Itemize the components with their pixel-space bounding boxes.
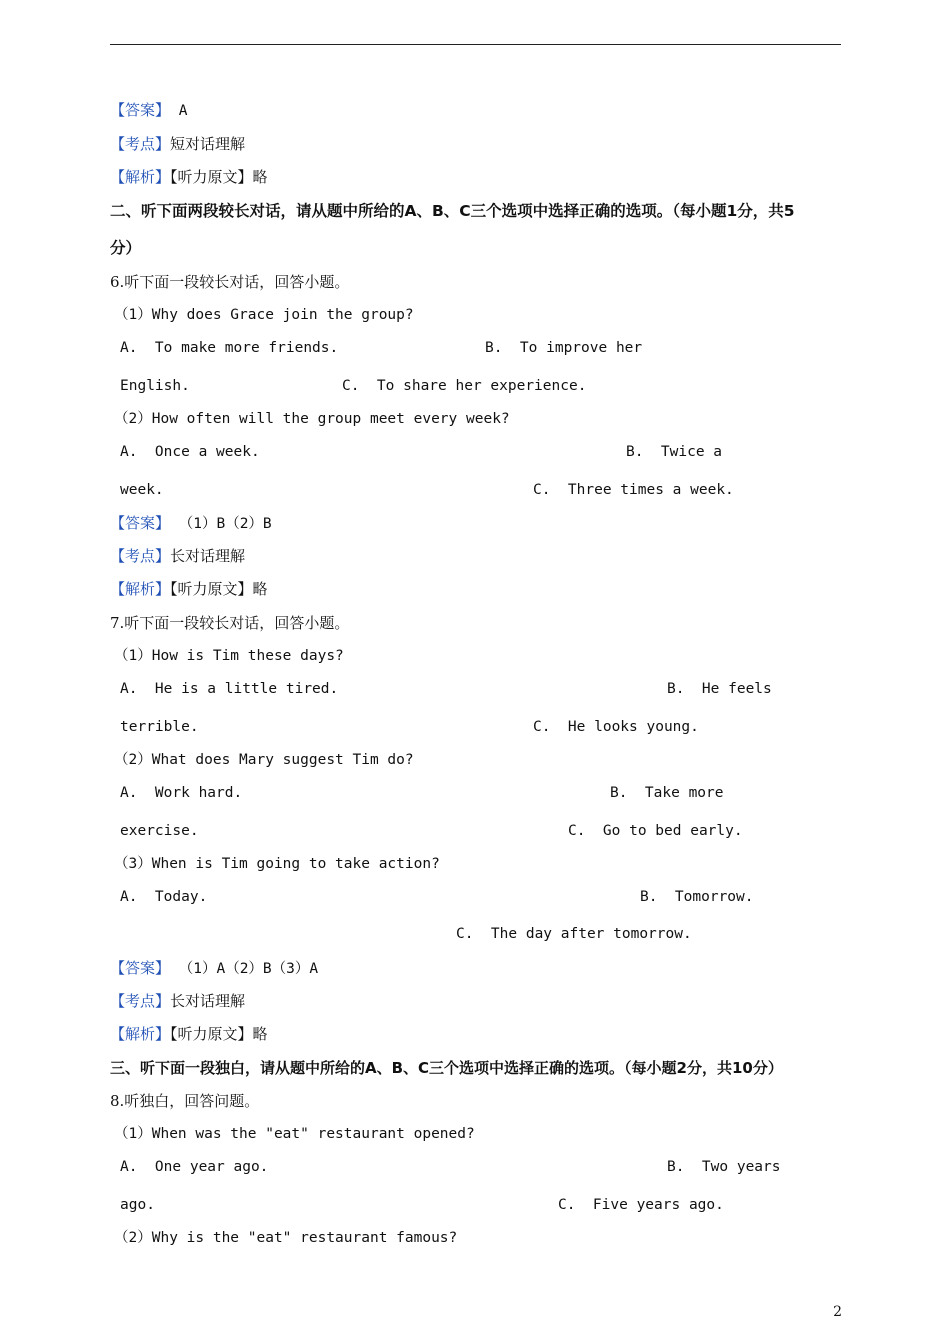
q6-sub2-option-b-cont: week.	[120, 482, 164, 498]
section3-title: 三、听下面一段独白，请从题中所给的A、B、C三个选项中选择正确的选项。（每小题2分，共10分）	[110, 1059, 783, 1077]
section2-title: 二、听下面两段较长对话，请从题中所给的A、B、C三个选项中选择正确的选项。（每小题1分，共5	[110, 202, 795, 220]
answer-text: A	[170, 103, 188, 119]
kaodian-tag: 【考点】	[110, 992, 171, 1010]
jiexi-text: 【听力原文】略	[170, 1025, 268, 1043]
q7-sub3-option-b: B. Tomorrow.	[640, 889, 754, 905]
jiexi-text: 【听力原文】略	[170, 580, 268, 598]
answer-tag: 【答案】	[110, 959, 171, 977]
q5-kaodian-line	[110, 134, 245, 154]
q7-answer-line	[110, 958, 318, 979]
q7-sub1-option-a: A. He is a little tired.	[120, 681, 339, 697]
kaodian-tag: 【考点】	[110, 547, 171, 565]
kaodian-tag: 【考点】	[110, 135, 171, 153]
jiexi-tag: 【解析】	[110, 168, 171, 186]
answer-text: （1）A（2）B（3）A	[170, 961, 319, 977]
q8-sub1-option-a: A. One year ago.	[120, 1159, 269, 1175]
q7-sub2-question: （2）What does Mary suggest Tim do?	[114, 752, 414, 768]
q6-sub1-question: （1）Why does Grace join the group?	[114, 307, 414, 323]
q6-sub1-option-b-cont: English.	[120, 378, 190, 394]
kaodian-text: 长对话理解	[170, 992, 246, 1010]
q6-answer-line	[110, 513, 272, 534]
q7-sub2-option-c: C. Go to bed early.	[568, 823, 743, 839]
q8-stem: 8.听独白，回答问题。	[110, 1092, 260, 1110]
kaodian-text: 短对话理解	[170, 135, 246, 153]
q5-answer-line	[110, 100, 187, 121]
q6-kaodian-line	[110, 546, 245, 566]
q8-sub1-option-b-cont: ago.	[120, 1197, 155, 1213]
kaodian-text: 长对话理解	[170, 547, 246, 565]
q7-sub2-option-b: B. Take more	[610, 785, 724, 801]
q7-sub2-option-b-cont: exercise.	[120, 823, 199, 839]
q7-stem: 7.听下面一段较长对话，回答小题。	[110, 614, 350, 632]
q8-sub1-question: （1）When was the "eat" restaurant opened?	[114, 1126, 475, 1142]
q7-sub3-option-a: A. Today.	[120, 889, 208, 905]
q7-sub1-question: （1）How is Tim these days?	[114, 648, 344, 664]
q7-sub3-option-c: C. The day after tomorrow.	[456, 926, 692, 942]
answer-tag: 【答案】	[110, 101, 171, 119]
q5-jiexi-line	[110, 167, 268, 187]
q7-jiexi-line	[110, 1024, 268, 1044]
q7-sub3-question: （3）When is Tim going to take action?	[114, 856, 440, 872]
jiexi-text: 【听力原文】略	[170, 168, 268, 186]
q7-sub2-option-a: A. Work hard.	[120, 785, 243, 801]
q6-sub1-option-b: B. To improve her	[485, 340, 643, 356]
q6-sub2-option-a: A. Once a week.	[120, 444, 260, 460]
q7-sub1-option-b: B. He feels	[667, 681, 772, 697]
q8-sub2-question: （2）Why is the "eat" restaurant famous?	[114, 1230, 458, 1246]
page-number: 2	[833, 1304, 842, 1320]
q6-sub2-question: （2）How often will the group meet every week?	[114, 411, 510, 427]
q7-kaodian-line	[110, 991, 245, 1011]
q6-jiexi-line	[110, 579, 268, 599]
q6-stem: 6.听下面一段较长对话，回答小题。	[110, 273, 350, 291]
q8-sub1-option-b: B. Two years	[667, 1159, 781, 1175]
header-rule	[110, 44, 841, 45]
jiexi-tag: 【解析】	[110, 1025, 171, 1043]
section2-title-cont: 分）	[110, 239, 142, 257]
q6-sub2-option-b: B. Twice a	[626, 444, 723, 460]
q6-sub1-option-c: C. To share her experience.	[342, 378, 587, 394]
answer-text: （1）B（2）B	[170, 516, 272, 532]
answer-tag: 【答案】	[110, 514, 171, 532]
q7-sub1-option-b-cont: terrible.	[120, 719, 199, 735]
q8-sub1-option-c: C. Five years ago.	[558, 1197, 724, 1213]
q6-sub1-option-a: A. To make more friends.	[120, 340, 339, 356]
q7-sub1-option-c: C. He looks young.	[533, 719, 699, 735]
jiexi-tag: 【解析】	[110, 580, 171, 598]
q6-sub2-option-c: C. Three times a week.	[533, 482, 734, 498]
